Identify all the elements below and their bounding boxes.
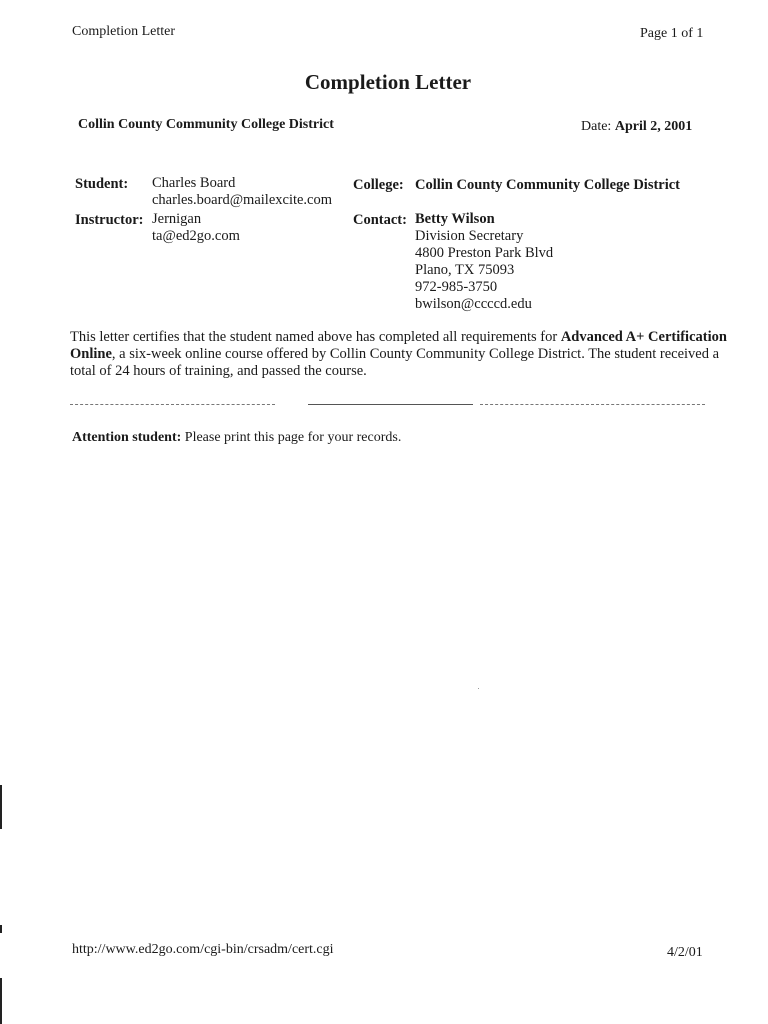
contact-phone: 972-985-3750 [415, 279, 498, 295]
footer-url: http://www.ed2go.com/cgi-bin/crsadm/cert.cgi [72, 942, 334, 957]
contact-title: Division Secretary [415, 228, 524, 244]
certification-text-before: This letter certifies that the student named above has completed all requirements for [70, 329, 561, 345]
instructor-email: ta@ed2go.com [152, 228, 240, 244]
letter-title: Completion Letter [304, 70, 472, 94]
student-name: Charles Board [152, 175, 236, 191]
contact-name: Betty Wilson [415, 211, 495, 227]
certification-text-after: , a six-week online course offered by Collin County Community College District. The student received a total of 24 hours of training, and passed the course. [70, 346, 720, 379]
instructor-name: Jernigan [152, 211, 202, 227]
course-name: Advanced A+ Certification Online [70, 329, 727, 362]
certification-paragraph [70, 329, 730, 380]
student-label: Student: [75, 176, 129, 192]
scan-speck [478, 688, 479, 689]
letter-date [581, 119, 692, 135]
page-number: Page 1 of 1 [640, 26, 704, 41]
page-header-title: Completion Letter [72, 24, 176, 39]
student-email: charles.board@mailexcite.com [152, 192, 333, 208]
date-label: Date: [581, 119, 612, 134]
instructor-info [152, 211, 240, 245]
contact-label: Contact: [353, 212, 407, 228]
separator-rule [70, 404, 275, 405]
instructor-label: Instructor: [75, 212, 144, 228]
scan-edge-mark [0, 978, 2, 1024]
contact-info [415, 211, 553, 313]
separator-rule [480, 404, 705, 405]
attention-text: Please print this page for your records. [181, 430, 402, 445]
footer-date: 4/2/01 [667, 945, 703, 960]
separator-rule [308, 404, 473, 405]
attention-note [72, 430, 401, 446]
contact-email: bwilson@ccccd.edu [415, 296, 532, 312]
college-label: College: [353, 177, 404, 193]
scan-edge-mark [0, 785, 2, 829]
scan-edge-mark [0, 925, 2, 933]
attention-label: Attention student: [72, 430, 182, 445]
contact-address: 4800 Preston Park Blvd [415, 245, 554, 261]
college-name: Collin County Community College District [415, 177, 681, 193]
date-value: April 2, 2001 [614, 119, 693, 134]
student-info [152, 175, 332, 209]
district-name: Collin County Community College District [78, 117, 334, 132]
contact-city: Plano, TX 75093 [415, 262, 515, 278]
